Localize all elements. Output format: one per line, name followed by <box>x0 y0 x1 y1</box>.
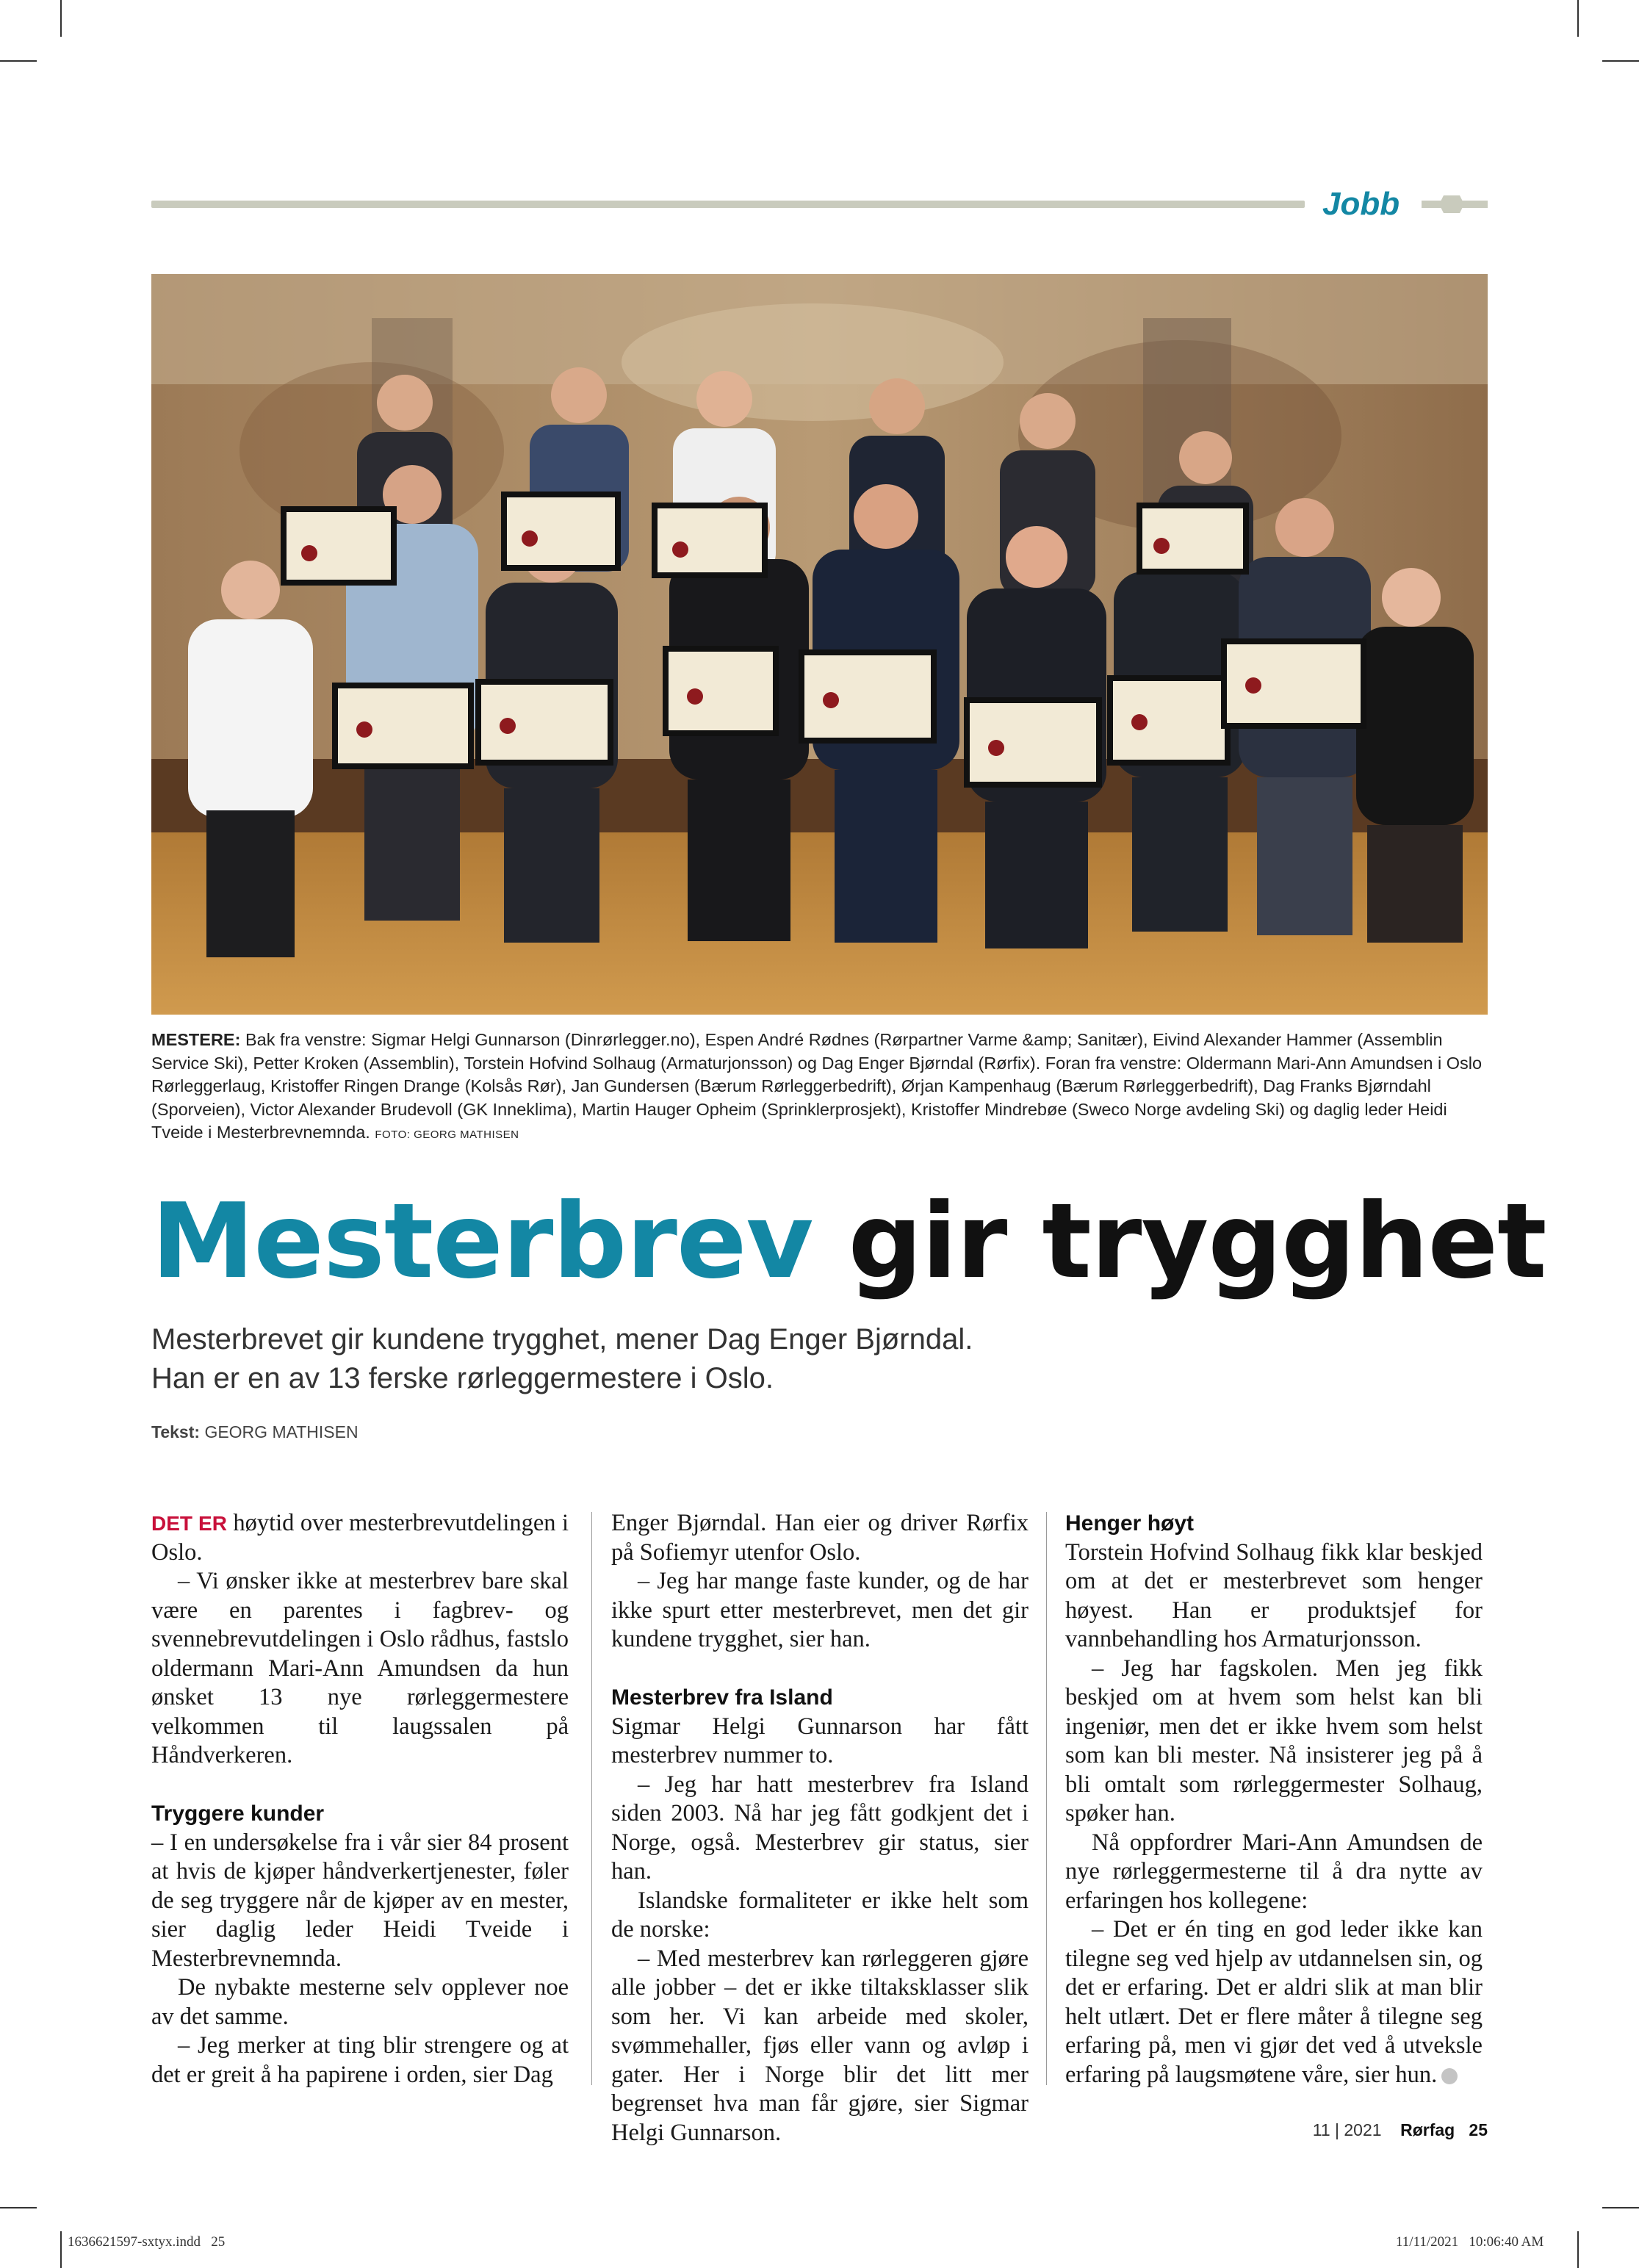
body-column-3 <box>1065 1509 1483 2089</box>
headline-accent: Mesterbrev <box>151 1181 813 1302</box>
caption-lead: MESTERE: <box>151 1030 241 1049</box>
issue-number: 11 | 2021 <box>1312 2120 1382 2139</box>
section-bar <box>151 201 1305 208</box>
crop-mark <box>1602 60 1639 62</box>
caption-text: Bak fra venstre: Sigmar Helgi Gunnarson (Dinrørlegger.no), Espen André Rødnes (Rørpartner Varme &amp; Sanitær), Eivind Alexander Hammer (Assemblin Service Ski), Petter Kroken (Assemblin), Torstein Hofvind Solhaug (Armaturjonsson) og Dag Enger Bjørndal (Rørfix). Foran fra venstre: Oldermann Mari-Ann Amundsen i Oslo Rørleggerlaug, Kristoffer Ringen Drange (Kolsås Rør), Jan Gundersen (Bærum Rørleggerbedrift), Ørjan Kampenhaug (Bærum Rørleggerbedrift), Dag Franks Bjørndahl (Sporveien), Victor Alexander Brudevoll (GK Inneklima), Martin Hauger Opheim (Sprinklerprosjekt), Kristoffer Mindrebøe (Sweco Norge avdeling Ski) og daglig leder Heidi Tveide i Mesterbrevnemnda. <box>151 1030 1483 1142</box>
byline-label: Tekst: <box>151 1422 201 1441</box>
paragraph: – Jeg har fagskolen. Men jeg fikk beskjed om at hvem som helst kan bli ingeniør, men det er ikke hvem som helst som kan bli mester. Nå insisterer jeg på å bli omtalt som rørleggermester Solhaug, spøker han. <box>1065 1655 1483 1826</box>
column-rule <box>1046 1512 1047 2085</box>
paragraph-text: høytid over mesterbrevutdelingen i Oslo. <box>151 1510 569 1566</box>
crop-mark <box>60 0 62 37</box>
subheading: Tryggere kunder <box>151 1801 325 1826</box>
end-mark-icon <box>1441 2068 1458 2084</box>
byline <box>151 1421 359 1443</box>
paragraph: Enger Bjørndal. Han eier og driver Rørfix på Sofiemyr utenfor Oslo. <box>611 1510 1029 1566</box>
paragraph <box>151 1509 569 1567</box>
paragraph-text: – Det er én ting en god leder ikke kan tilegne seg ved hjelp av utdannelsen sin, og det er erfaring. Det er aldri slik at man blir helt utlært. Det er flere måter å tilegne seg erfaring på, men vi gjør det ved å utveksle erfaring på laugsmøtene våre, sier hun. <box>1065 1916 1483 2088</box>
drop-in: DET ER <box>151 1512 227 1535</box>
crop-mark <box>1602 2207 1639 2208</box>
paragraph: De nybakte mesterne selv opplever noe av det samme. <box>151 1974 569 2030</box>
paragraph: – Med mesterbrev kan rørleggeren gjøre alle jobber – det er ikke tiltaksklasser slik som her. Vi kan arbeide med skoler, svømmehaller, fjøs eller vann og avløp i gater. Her i Norge blir det litt mer begrenset hva man får gjøre, sier Sigmar Helgi Gunnarson. <box>611 1945 1029 2146</box>
deck-line-1: Mesterbrevet gir kundene trygghet, mener Dag Enger Bjørndal. <box>151 1323 973 1356</box>
column-rule <box>591 1512 592 2085</box>
photo-caption <box>151 1029 1488 1147</box>
body-column-1 <box>151 1509 569 2089</box>
paragraph: Torstein Hofvind Solhaug fikk klar beskjed om at det er mesterbrevet som henger høyest. Han er produktsjef for vannbehandling hos Armaturjonsson. <box>1065 1538 1483 1652</box>
group-photo-illustration <box>151 274 1488 1015</box>
paragraph: – Jeg har mange faste kunder, og de har ikke spurt etter mesterbrevet, men det gir kundene trygghet, sier han. <box>611 1568 1029 1652</box>
paragraph: – Jeg merker at ting blir strengere og at det er greit å ha papirene i orden, sier Dag <box>151 2032 569 2088</box>
body-column-2 <box>611 1509 1029 2148</box>
pipe-fitting-icon <box>1422 192 1488 216</box>
crop-mark <box>0 2207 37 2208</box>
group-photo <box>151 274 1488 1015</box>
deck-line-2: Han er en av 13 ferske rørleggermestere i Oslo. <box>151 1362 774 1394</box>
slug-timestamp: 11/11/2021 10:06:40 AM <box>1396 2234 1544 2250</box>
folio <box>1308 2119 1488 2141</box>
slug-file: 1636621597-sxtyx.indd 25 <box>68 2234 226 2250</box>
crop-mark <box>1577 0 1579 37</box>
paragraph: – I en undersøkelse fra i vår sier 84 prosent at hvis de kjøper håndverkertjenester, føler de seg tryggere når de kjøper av en mester, sier daglig leder Heidi Tveide i Mesterbrevnemnda. <box>151 1829 569 1972</box>
headline-rest: gir trygghet <box>848 1181 1546 1302</box>
deck <box>151 1320 1488 1398</box>
paragraph: – Vi ønsker ikke at mesterbrev bare skal være en parentes i fagbrev- og svennebrevutdelingen i Oslo rådhus, fastslo oldermann Mari-Ann Amundsen da hun ønsket 13 nye rørleggermestere velkommen til laugssalen på Håndverkeren. <box>151 1568 569 1768</box>
section-label: Jobb <box>1322 186 1400 222</box>
paragraph: Islandske formaliteter er ikke helt som de norske: <box>611 1887 1029 1943</box>
paragraph <box>1065 1915 1483 2089</box>
subheading: Henger høyt <box>1065 1511 1195 1536</box>
paragraph: Nå oppfordrer Mari-Ann Amundsen de nye rørleggermesterne til å dra nytte av erfaringen hos kollegene: <box>1065 1829 1483 1914</box>
byline-author: GEORG MATHISEN <box>204 1422 359 1441</box>
magazine-name: Rørfag <box>1400 2120 1455 2139</box>
subheading: Mesterbrev fra Island <box>611 1685 833 1710</box>
photo-credit: FOTO: GEORG MATHISEN <box>375 1128 519 1141</box>
page-number: 25 <box>1469 2120 1488 2139</box>
headline <box>151 1179 1546 1304</box>
paragraph: – Jeg har hatt mesterbrev fra Island siden 2003. Nå har jeg fått godkjent det i Norge, også. Mesterbrev gir status, sier han. <box>611 1771 1029 1884</box>
paragraph: Sigmar Helgi Gunnarson har fått mesterbrev nummer to. <box>611 1713 1029 1768</box>
crop-mark <box>60 2231 62 2268</box>
crop-mark <box>1577 2231 1579 2268</box>
crop-mark <box>0 60 37 62</box>
